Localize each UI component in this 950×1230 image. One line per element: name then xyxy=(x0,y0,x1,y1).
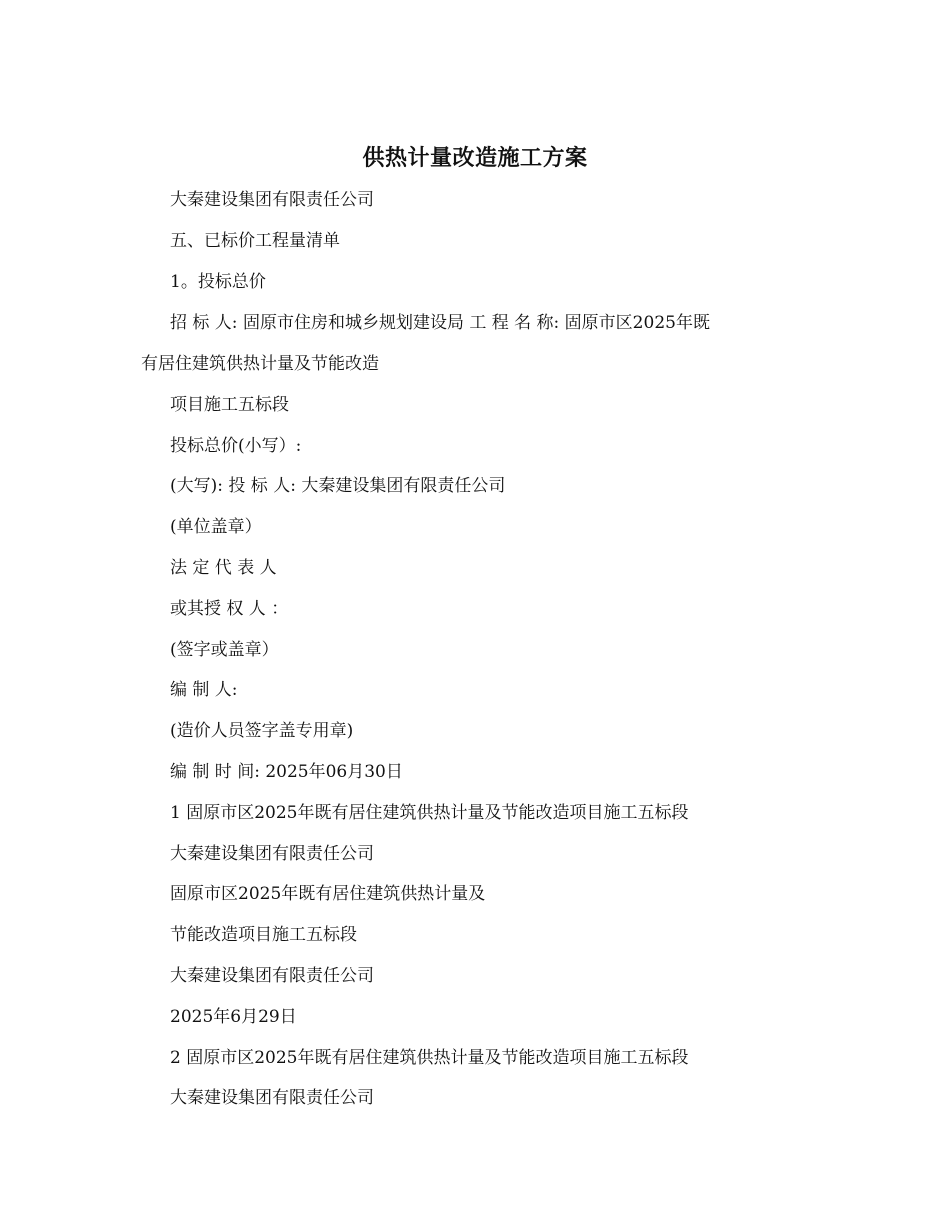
text-line-cost-seal: (造价人员签字盖专用章) xyxy=(170,721,354,741)
text-line-total-uppercase: (大写): 投 标 人: 大秦建设集团有限责任公司 xyxy=(170,476,506,496)
text-line-tenderer: 招 标 人: 固原市住房和城乡规划建设局 工 程 名 称: 固原市区2025年既 xyxy=(170,313,710,333)
text-line-project-section: 项目施工五标段 xyxy=(170,395,289,415)
text-line-section-heading: 五、已标价工程量清单 xyxy=(170,231,340,251)
text-line-total-lowercase: 投标总价(小写）: xyxy=(170,436,302,456)
text-line-sign-or-seal: (签字或盖章） xyxy=(170,640,279,660)
text-line-company: 大秦建设集团有限责任公司 xyxy=(170,190,374,210)
text-line-company-3: 大秦建设集团有限责任公司 xyxy=(170,966,374,986)
text-line-authorized: 或其授 权 人 ： xyxy=(170,599,289,619)
text-line-footer-1: 1 固原市区2025年既有居住建筑供热计量及节能改造项目施工五标段 xyxy=(170,803,689,823)
document-title: 供热计量改造施工方案 xyxy=(362,145,588,171)
text-line-company-2: 大秦建设集团有限责任公司 xyxy=(170,844,374,864)
text-line-project-name-cont: 有居住建筑供热计量及节能改造 xyxy=(141,354,379,374)
text-line-bid-total-heading: 1。投标总价 xyxy=(170,272,266,292)
text-line-date: 2025年6月29日 xyxy=(170,1007,297,1027)
text-line-compiler: 编 制 人: xyxy=(170,680,238,700)
text-line-legal-rep: 法 定 代 表 人 xyxy=(170,558,277,578)
text-line-company-4: 大秦建设集团有限责任公司 xyxy=(170,1088,374,1108)
text-line-compile-date: 编 制 时 间: 2025年06月30日 xyxy=(170,762,403,782)
text-line-project-name-b: 节能改造项目施工五标段 xyxy=(170,925,357,945)
text-line-unit-seal: (单位盖章） xyxy=(170,517,262,537)
text-line-footer-2: 2 固原市区2025年既有居住建筑供热计量及节能改造项目施工五标段 xyxy=(170,1048,689,1068)
text-line-project-name-a: 固原市区2025年既有居住建筑供热计量及 xyxy=(170,884,486,904)
